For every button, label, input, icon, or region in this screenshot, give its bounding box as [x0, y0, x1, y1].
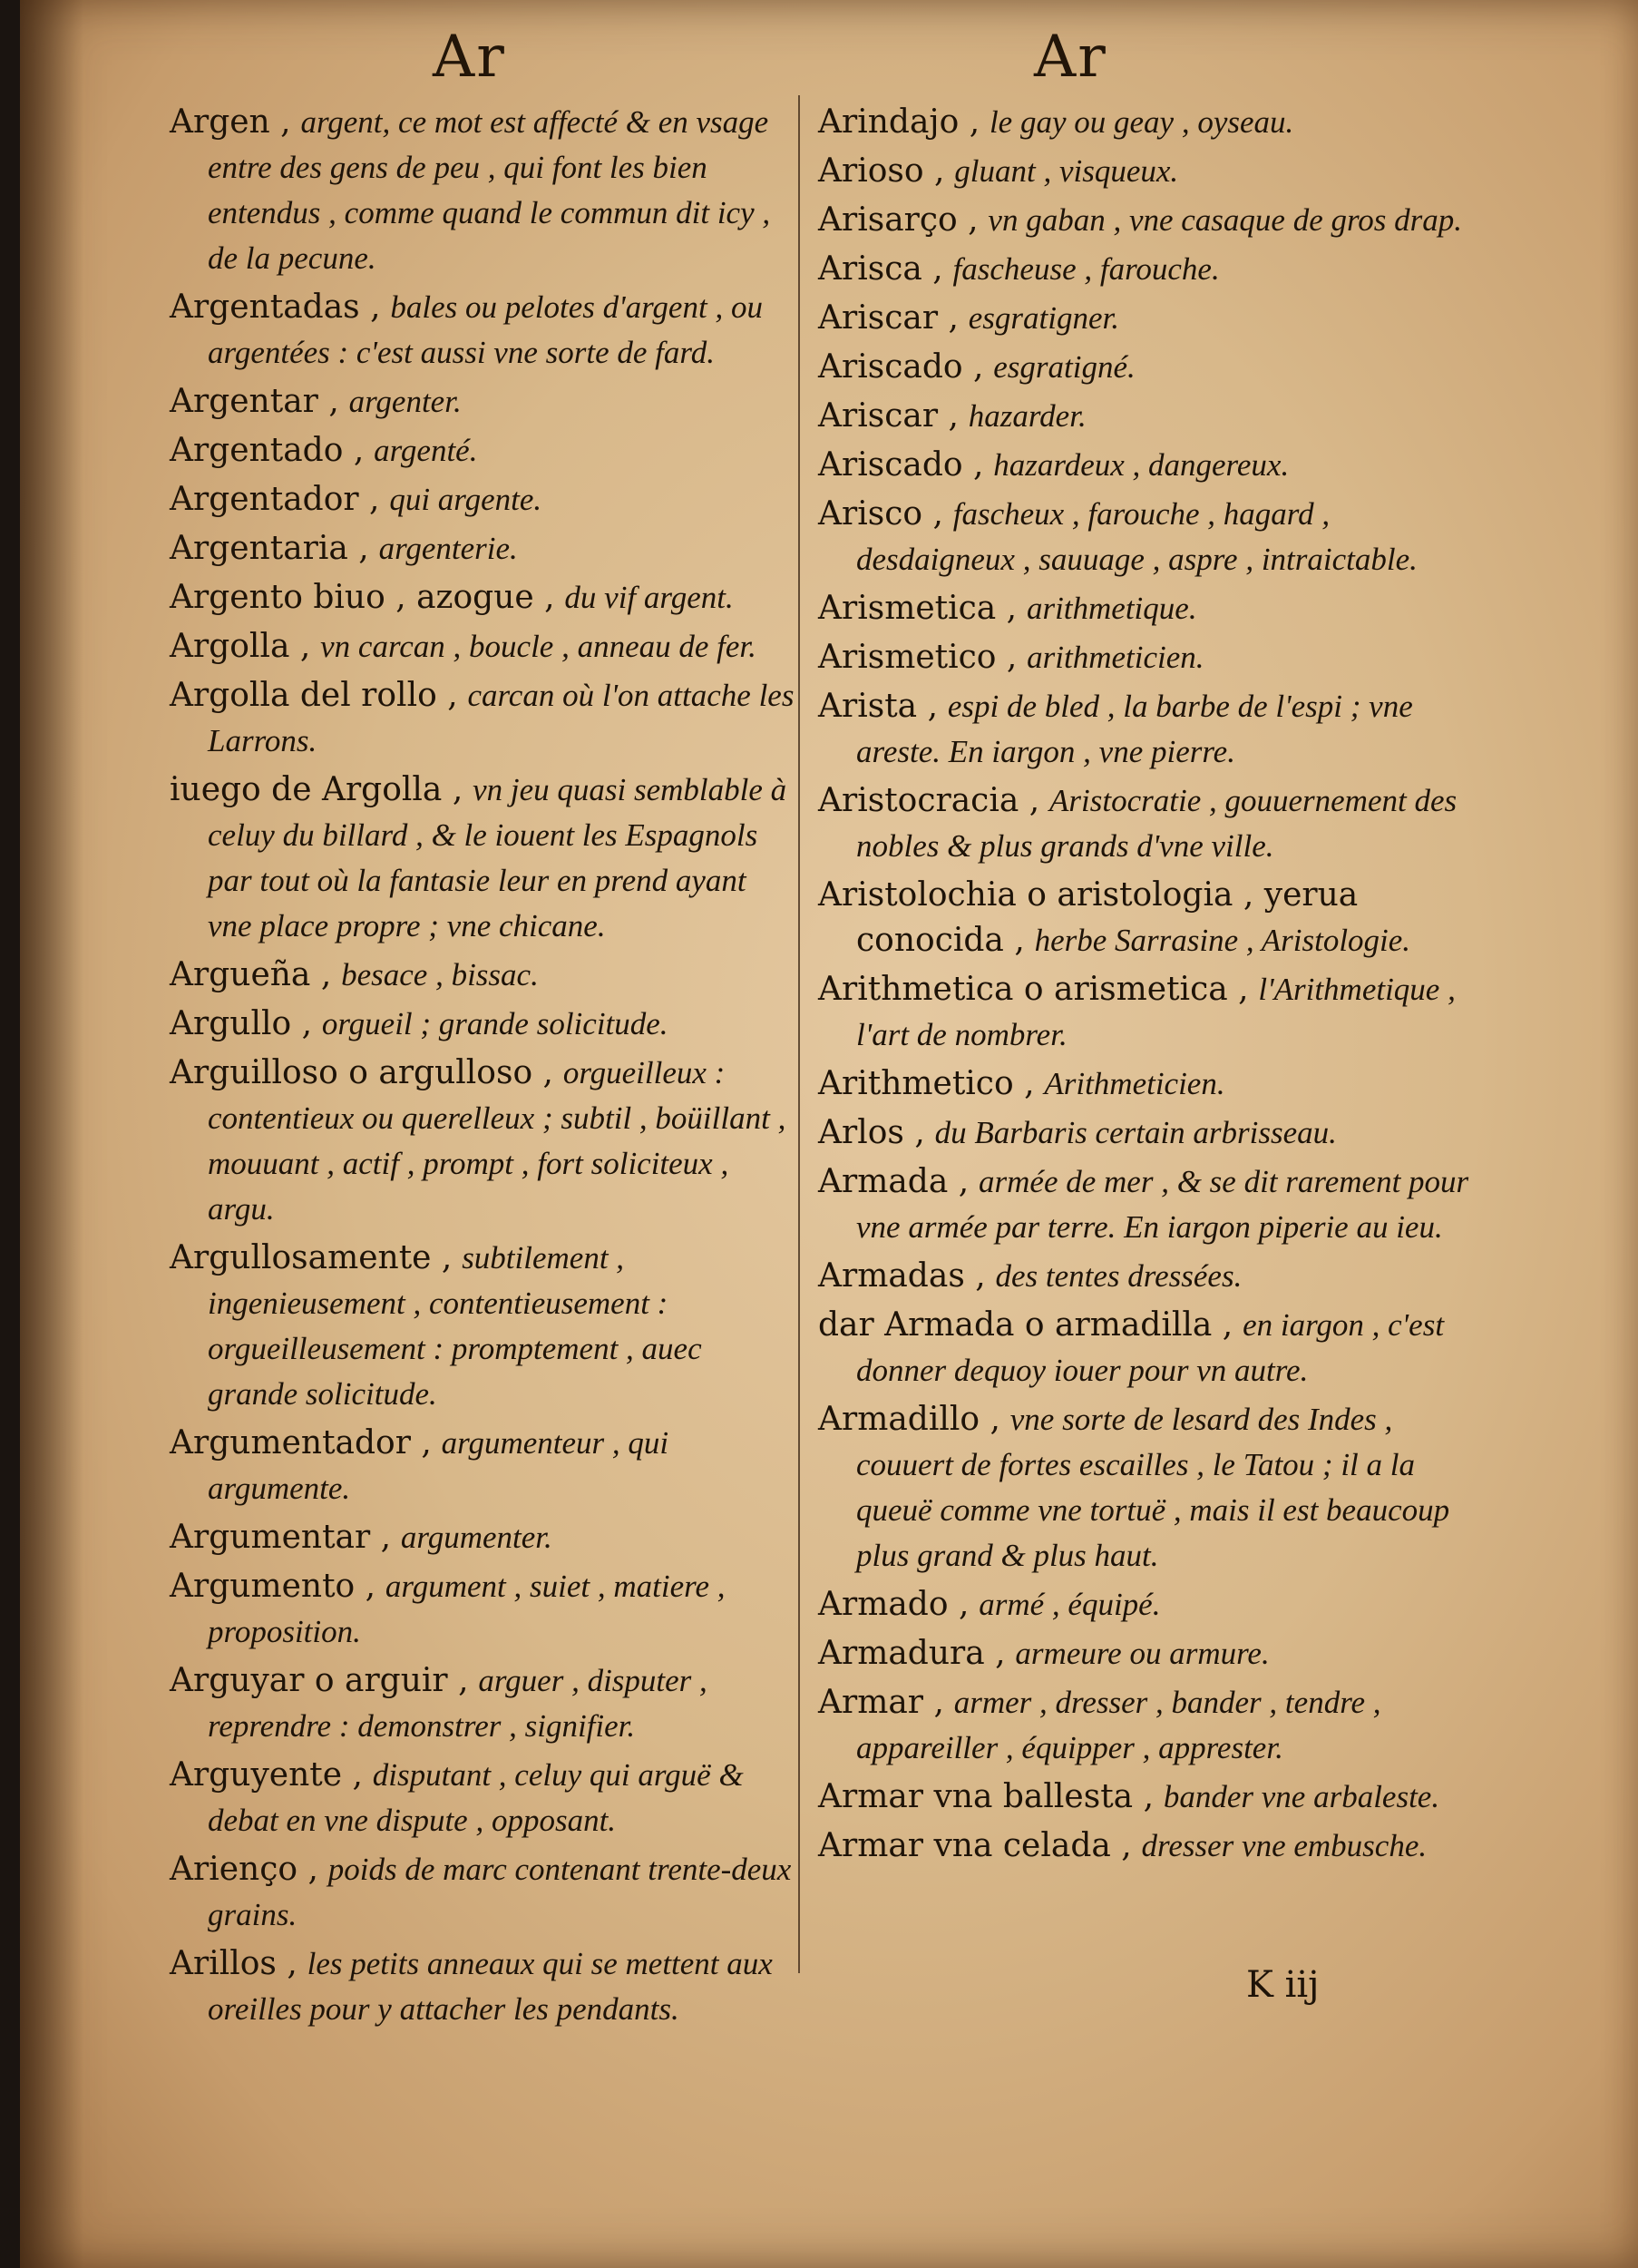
- entry-headword: Argullo ,: [170, 1005, 313, 1042]
- dictionary-entry: [170, 1515, 795, 1560]
- dictionary-entry: [818, 873, 1471, 963]
- entry-headword: Arillos ,: [170, 1945, 297, 1982]
- running-head-left: Ar: [433, 24, 506, 91]
- dictionary-entry: [818, 1582, 1471, 1628]
- entry-headword: Arguyar o arguir ,: [170, 1662, 469, 1699]
- entry-headword: Argentadas ,: [170, 288, 381, 326]
- entry-definition: du vif argent.: [564, 580, 734, 615]
- entry-headword: Ariençο ,: [170, 1851, 318, 1888]
- entry-definition: argumenteur , qui argumente.: [208, 1425, 669, 1506]
- entry-headword: Argolla ,: [170, 628, 311, 665]
- dictionary-entry: [818, 1254, 1471, 1299]
- entry-headword: Arisca ,: [818, 250, 943, 288]
- entry-definition: herbe Sarrasine , Aristologie.: [1034, 923, 1411, 958]
- signature-mark: K iij: [1246, 1964, 1320, 2006]
- entry-definition: qui argente.: [389, 482, 542, 517]
- dictionary-entry: [170, 575, 795, 621]
- entry-definition: argent, ce mot est affecté & en vsage entre des gens de peu , qui font les bien entendus , comme quand le commun dit icy , de la pecune.: [208, 104, 771, 276]
- dictionary-entry: [170, 1941, 795, 2032]
- entry-definition: espi de bled , la barbe de l'espi ; vne areste. En iargon , vne pierre.: [856, 689, 1413, 769]
- dictionary-entry: [818, 586, 1471, 631]
- entry-definition: carcan où l'on attache les Larrons.: [208, 678, 795, 758]
- entry-definition: vn gaban , vne casaque de gros drap.: [988, 202, 1463, 238]
- dictionary-page: [20, 0, 1638, 2268]
- dictionary-entry: [818, 1061, 1471, 1107]
- entry-headword: dar Armada o armadilla ,: [818, 1306, 1233, 1344]
- dictionary-entry: [170, 624, 795, 670]
- entry-headword: iuego de Argolla ,: [170, 771, 463, 808]
- entry-headword: Armar vna ballesta ,: [818, 1778, 1155, 1815]
- entry-definition: fascheux , farouche , hagard , desdaigneux , sauuage , aspre , intraictable.: [856, 496, 1418, 577]
- entry-headword: Ariscado ,: [818, 348, 984, 386]
- entry-definition: armé , équipé.: [979, 1587, 1161, 1622]
- entry-headword: Argentador ,: [170, 481, 380, 518]
- entry-definition: du Barbaris certain arbrisseau.: [934, 1115, 1337, 1150]
- entry-headword: Aristocracia ,: [818, 782, 1040, 819]
- entry-definition: hazardeux , dangereux.: [993, 447, 1290, 483]
- dictionary-entry: [818, 443, 1471, 488]
- dictionary-entry: [818, 1823, 1471, 1869]
- entry-headword: Aristolochia o aristologia , yerua conocida ,: [818, 876, 1359, 959]
- entry-definition: argument , suiet , matiere , proposition.: [208, 1569, 726, 1649]
- entry-definition: besace , bissac.: [341, 957, 539, 992]
- entry-definition: le gay ou geay , oyseau.: [989, 104, 1294, 140]
- entry-definition: hazarder.: [968, 398, 1087, 434]
- entry-definition: armée de mer , & se dit rarement pour vne armée par terre. En iargon piperie au ieu.: [856, 1164, 1469, 1245]
- entry-definition: esgratigner.: [968, 300, 1119, 336]
- entry-headword: Armar ,: [818, 1684, 944, 1721]
- dictionary-entry: [170, 953, 795, 998]
- entry-definition: Arithmeticien.: [1044, 1066, 1225, 1101]
- entry-definition: bander vne arbaleste.: [1163, 1779, 1440, 1814]
- dictionary-entry: [818, 198, 1471, 243]
- entry-definition: argumenter.: [400, 1520, 552, 1555]
- right-column: [818, 100, 1471, 1872]
- entry-headword: Armado ,: [818, 1586, 970, 1623]
- entry-definition: vn jeu quasi semblable à celuy du billard , & le iouent les Espagnols par tout où la fantasie leur en prend ayant vne place propre ; vne chicane.: [208, 772, 787, 943]
- entry-definition: vne sorte de lesard des Indes , couuert de fortes escailles , le Tatou ; il a la queuë comme vne tortuë , mais il est beaucoup plus grand & plus haut.: [856, 1402, 1450, 1573]
- entry-definition: fascheuse , farouche.: [952, 251, 1220, 287]
- dictionary-entry: [818, 1774, 1471, 1820]
- entry-headword: Arismetica ,: [818, 590, 1018, 627]
- dictionary-entry: [818, 1631, 1471, 1677]
- entry-headword: Arithmetico ,: [818, 1065, 1035, 1102]
- entry-definition: des tentes dressées.: [995, 1258, 1243, 1294]
- dictionary-entry: [818, 967, 1471, 1058]
- entry-headword: Arguilloso o argulloso ,: [170, 1054, 553, 1091]
- entry-headword: Arlos ,: [818, 1114, 925, 1151]
- dictionary-entry: [170, 285, 795, 376]
- dictionary-entry: [818, 1159, 1471, 1250]
- dictionary-entry: [170, 1051, 795, 1232]
- entry-headword: Argueña ,: [170, 956, 332, 993]
- entry-definition: armeure ou armure.: [1015, 1636, 1270, 1671]
- entry-definition: arguer , disputer , reprendre : demonstrer , signifier.: [208, 1663, 707, 1744]
- entry-definition: disputant , celuy qui arguë & debat en vne dispute , opposant.: [208, 1757, 744, 1838]
- dictionary-entry: [170, 767, 795, 949]
- dictionary-entry: [818, 684, 1471, 775]
- entry-definition: subtilement , ingenieusement , contentieusement : orgueilleusement : promptement , auec grande solicitude.: [208, 1240, 702, 1412]
- dictionary-entry: [818, 778, 1471, 869]
- entry-definition: l'Arithmetique , l'art de nombrer.: [856, 972, 1456, 1052]
- dictionary-entry: [818, 296, 1471, 341]
- dictionary-entry: [170, 1847, 795, 1938]
- entry-definition: dresser vne embusche.: [1141, 1828, 1428, 1863]
- entry-headword: Argolla del rollo ,: [170, 677, 458, 714]
- left-column: [170, 100, 795, 2036]
- entry-headword: Arisarço ,: [818, 201, 979, 239]
- entry-definition: argenterie.: [378, 531, 518, 566]
- column-divider: [798, 95, 800, 1973]
- entry-headword: Arista ,: [818, 688, 939, 725]
- entry-headword: Argullosamente ,: [170, 1239, 453, 1276]
- entry-definition: les petits anneaux qui se mettent aux oreilles pour y attacher les pendants.: [208, 1946, 773, 2027]
- dictionary-entry: [170, 1421, 795, 1511]
- entry-definition: arithmetique.: [1026, 591, 1197, 626]
- dictionary-entry: [170, 673, 795, 764]
- entry-headword: Arismetico ,: [818, 639, 1018, 676]
- entry-headword: Arisco ,: [818, 495, 943, 533]
- entry-definition: vn carcan , boucle , anneau de fer.: [320, 629, 756, 664]
- entry-definition: bales ou pelotes d'argent , ou argentées : c'est aussi vne sorte de fard.: [208, 289, 763, 370]
- entry-headword: Armadillo ,: [818, 1401, 1000, 1438]
- dictionary-entry: [818, 1397, 1471, 1579]
- dictionary-entry: [170, 1658, 795, 1749]
- dictionary-entry: [818, 492, 1471, 582]
- entry-headword: Ariscar ,: [818, 299, 959, 337]
- entry-headword: Arithmetica o arismetica ,: [818, 971, 1249, 1008]
- entry-headword: Argentado ,: [170, 432, 365, 469]
- entry-headword: Argumento ,: [170, 1568, 376, 1605]
- dictionary-entry: [170, 526, 795, 572]
- dictionary-entry: [170, 1753, 795, 1843]
- entry-definition: esgratigné.: [993, 349, 1136, 385]
- dictionary-entry: [818, 247, 1471, 292]
- entry-headword: Argumentar ,: [170, 1519, 392, 1556]
- dictionary-entry: [818, 100, 1471, 145]
- entry-headword: Armar vna celada ,: [818, 1827, 1132, 1864]
- dictionary-entry: [818, 1680, 1471, 1771]
- entry-headword: Argen ,: [170, 103, 291, 141]
- entry-headword: Arguyente ,: [170, 1756, 363, 1794]
- entry-definition: gluant , visqueux.: [954, 153, 1179, 189]
- entry-headword: Argentaria ,: [170, 530, 369, 567]
- dictionary-entry: [170, 1236, 795, 1417]
- entry-definition: argenté.: [374, 433, 478, 468]
- dictionary-entry: [818, 149, 1471, 194]
- dictionary-entry: [170, 1564, 795, 1655]
- book-gutter: [20, 0, 83, 2268]
- dictionary-entry: [170, 379, 795, 425]
- entry-definition: orgueilleux : contentieux ou querelleux ; subtil , boüillant , mouuant , actif , prompt , fort soliciteux , argu.: [208, 1055, 786, 1227]
- entry-definition: en iargon , c'est donner dequoy iouer pour vn autre.: [856, 1307, 1445, 1388]
- dictionary-entry: [170, 428, 795, 474]
- entry-headword: Argumentador ,: [170, 1424, 432, 1461]
- entry-definition: orgueil ; grande solicitude.: [321, 1006, 668, 1041]
- entry-headword: Arindajo ,: [818, 103, 980, 141]
- entry-headword: Ariscar ,: [818, 397, 959, 435]
- entry-headword: Armada ,: [818, 1163, 970, 1200]
- dictionary-entry: [818, 1110, 1471, 1156]
- entry-definition: armer , dresser , bander , tendre , appareiller , équipper , apprester.: [856, 1685, 1381, 1765]
- entry-headword: Armadas ,: [818, 1257, 986, 1295]
- dictionary-entry: [818, 635, 1471, 680]
- dictionary-entry: [818, 394, 1471, 439]
- dictionary-entry: [818, 1303, 1471, 1393]
- running-head-right: Ar: [1034, 24, 1107, 91]
- entry-headword: Arioso ,: [818, 152, 945, 190]
- entry-headword: Argentar ,: [170, 383, 339, 420]
- entry-definition: argenter.: [348, 384, 462, 419]
- entry-definition: Aristocratie , gouuernement des nobles & plus grands d'vne ville.: [856, 783, 1458, 864]
- dictionary-entry: [170, 477, 795, 523]
- dictionary-entry: [170, 1002, 795, 1047]
- entry-definition: arithmeticien.: [1027, 640, 1204, 675]
- dictionary-entry: [170, 100, 795, 281]
- dictionary-entry: [818, 345, 1471, 390]
- entry-headword: Armadura ,: [818, 1635, 1006, 1672]
- entry-definition: poids de marc contenant trente-deux grains.: [208, 1852, 792, 1932]
- entry-headword: Ariscado ,: [818, 446, 984, 484]
- entry-headword: Argento biuo , azogue ,: [170, 579, 555, 616]
